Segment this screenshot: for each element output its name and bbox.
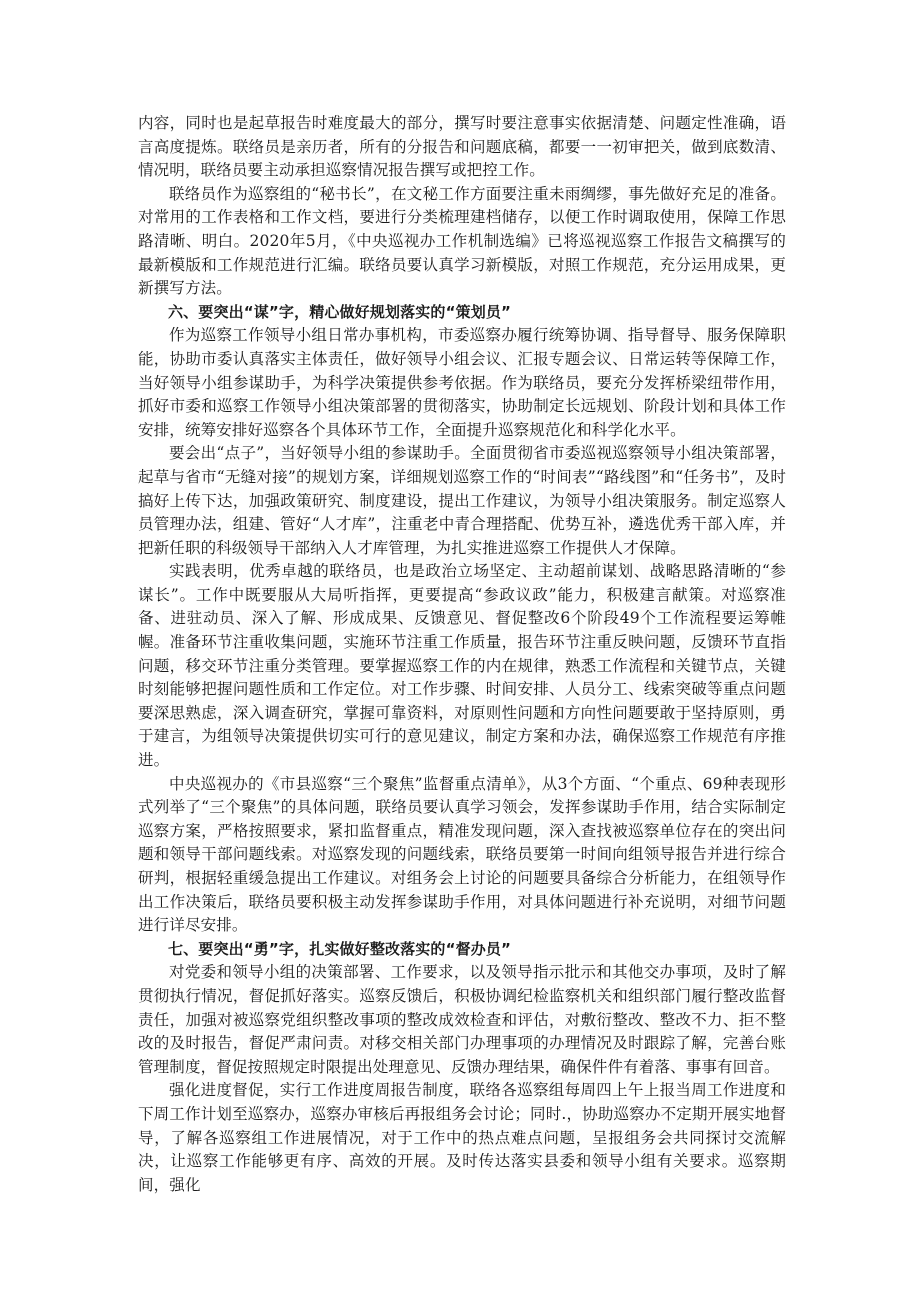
paragraph: 实践表明，优秀卓越的联络员，也是政治立场坚定、主动超前谋划、战略思路清晰的“参谋长”。工作中既要服从大局听指挥，更要提高“参政议政”能力，积极建言献策。对巡察准备、进驻动员、深入了解、形成成果、反馈意见、督促整改6个阶段49个工作流程要运筹帷幄。准备环节注重收集问题，实施环节注重工作质量，报告环节注重反映问题，反馈环节直指问题，移交环节注重分类管理。要掌握巡察工作的内在规律，熟悉工作流程和关键节点，关键时刻能够把握问题性质和工作定位。对工作步骤、时间安排、人员分工、线索突破等重点问题要深思熟虑，深入调查研究，掌握可靠资料，对原则性问题和方向性问题要敢于坚持原则，勇于建言，为组领导决策提供切实可行的意见建议，制定方案和办法，确保巡察工作规范有序推进。 — [138, 562, 786, 770]
document-body — [138, 112, 786, 1197]
section-heading-7: 七、要突出“勇”字，扎实做好整改落实的“督办员” — [168, 939, 512, 958]
paragraph-continuation: 内容，同时也是起草报告时难度最大的部分，撰写时要注意事实依据清楚、问题定性准确，语言高度提炼。联络员是亲历者，所有的分报告和问题底稿，都要一一初审把关，做到底数清、情况明，联络员要主动承担巡察情况报告撰写或把控工作。 — [138, 114, 786, 180]
section-heading-6: 六、要突出“谋”字，精心做好规划落实的“策划员” — [168, 302, 512, 321]
paragraph: 联络员作为巡察组的“秘书长”，在文秘工作方面要注重未雨绸缪，事先做好充足的准备。对常用的工作表格和工作文档，要进行分类梳理建档储存，以便工作时调取使用，保障工作思路清晰、明白。2020年5月，《中央巡视办工作机制选编》已将巡视巡察工作报告文稿撰写的最新模版和工作规范进行汇编。联络员要认真学习新模版，对照工作规范，充分运用成果，更新撰写方法。 — [138, 184, 786, 298]
paragraph: 中央巡视办的《市县巡察“三个聚焦”监督重点清单》，从3个方面、“个重点、69种表现形式列举了“三个聚焦”的具体问题，联络员要认真学习领会，发挥参谋助手作用，结合实际制定巡察方案，严格按照要求，紧扣监督重点，精准发现问题，深入查找被巡察单位存在的突出问题和领导干部问题线索。对巡察发现的问题线索，联络员要第一时间向组领导报告并进行综合研判，根据轻重缓急提出工作建议。对组务会上讨论的问题要具备综合分析能力，在组领导作出工作决策后，联络员要积极主动发挥参谋助手作用，对具体问题进行补充说明，对细节问题进行详尽安排。 — [138, 774, 786, 935]
paragraph: 要会出“点子”，当好领导小组的参谋助手。全面贯彻省市委巡视巡察领导小组决策部署，起草与省市“无缝对接”的规划方案，详细规划巡察工作的“时间表”“路线图”和“任务书”，及时搞好上传下达，加强政策研究、制度建设，提出工作建议，为领导小组决策服务。制定巡察人员管理办法，组建、管好“人才库”，注重老中青合理搭配、优势互补，遴选优秀干部入库，并把新任职的科级领导干部纳入人才库管理，为扎实推进巡察工作提供人才保障。 — [138, 444, 786, 557]
paragraph: 强化进度督促，实行工作进度周报告制度，联络各巡察组每周四上午上报当周工作进度和下周工作计划至巡察办，巡察办审核后再报组务会讨论；同时.，协助巡察办不定期开展实地督导，了解各巡察组工作进展情况，对于工作中的热点难点问题，呈报组务会共同探讨交流解决，让巡察工作能够更有序、高效的开展。及时传达落实县委和领导小组有关要求。巡察期间，强化 — [138, 1081, 786, 1194]
paragraph: 对党委和领导小组的决策部署、工作要求，以及领导指示批示和其他交办事项，及时了解贯彻执行情况，督促抓好落实。巡察反馈后，积极协调纪检监察机关和组织部门履行整改监督责任，加强对被巡察党组织整改事项的整改成效检查和评估，对敷衍整改、整改不力、拒不整改的及时报告，督促严肃问责。对移交相关部门办理事项的办理情况及时跟踪了解，完善台账管理制度，督促按照规定时限提出处理意见、反馈办理结果，确保件件有着落、事事有回音。 — [138, 963, 786, 1076]
paragraph: 作为巡察工作领导小组日常办事机构，市委巡察办履行统筹协调、指导督导、服务保障职能，协助市委认真落实主体责任，做好领导小组会议、汇报专题会议、日常运转等保障工作，当好领导小组参谋助手，为科学决策提供参考依据。作为联络员，要充分发挥桥梁纽带作用，抓好市委和巡察工作领导小组决策部署的贯彻落实，协助制定长远规划、阶段计划和具体工作安排，统筹安排好巡察各个具体环节工作，全面提升巡察规范化和科学化水平。 — [138, 326, 786, 439]
